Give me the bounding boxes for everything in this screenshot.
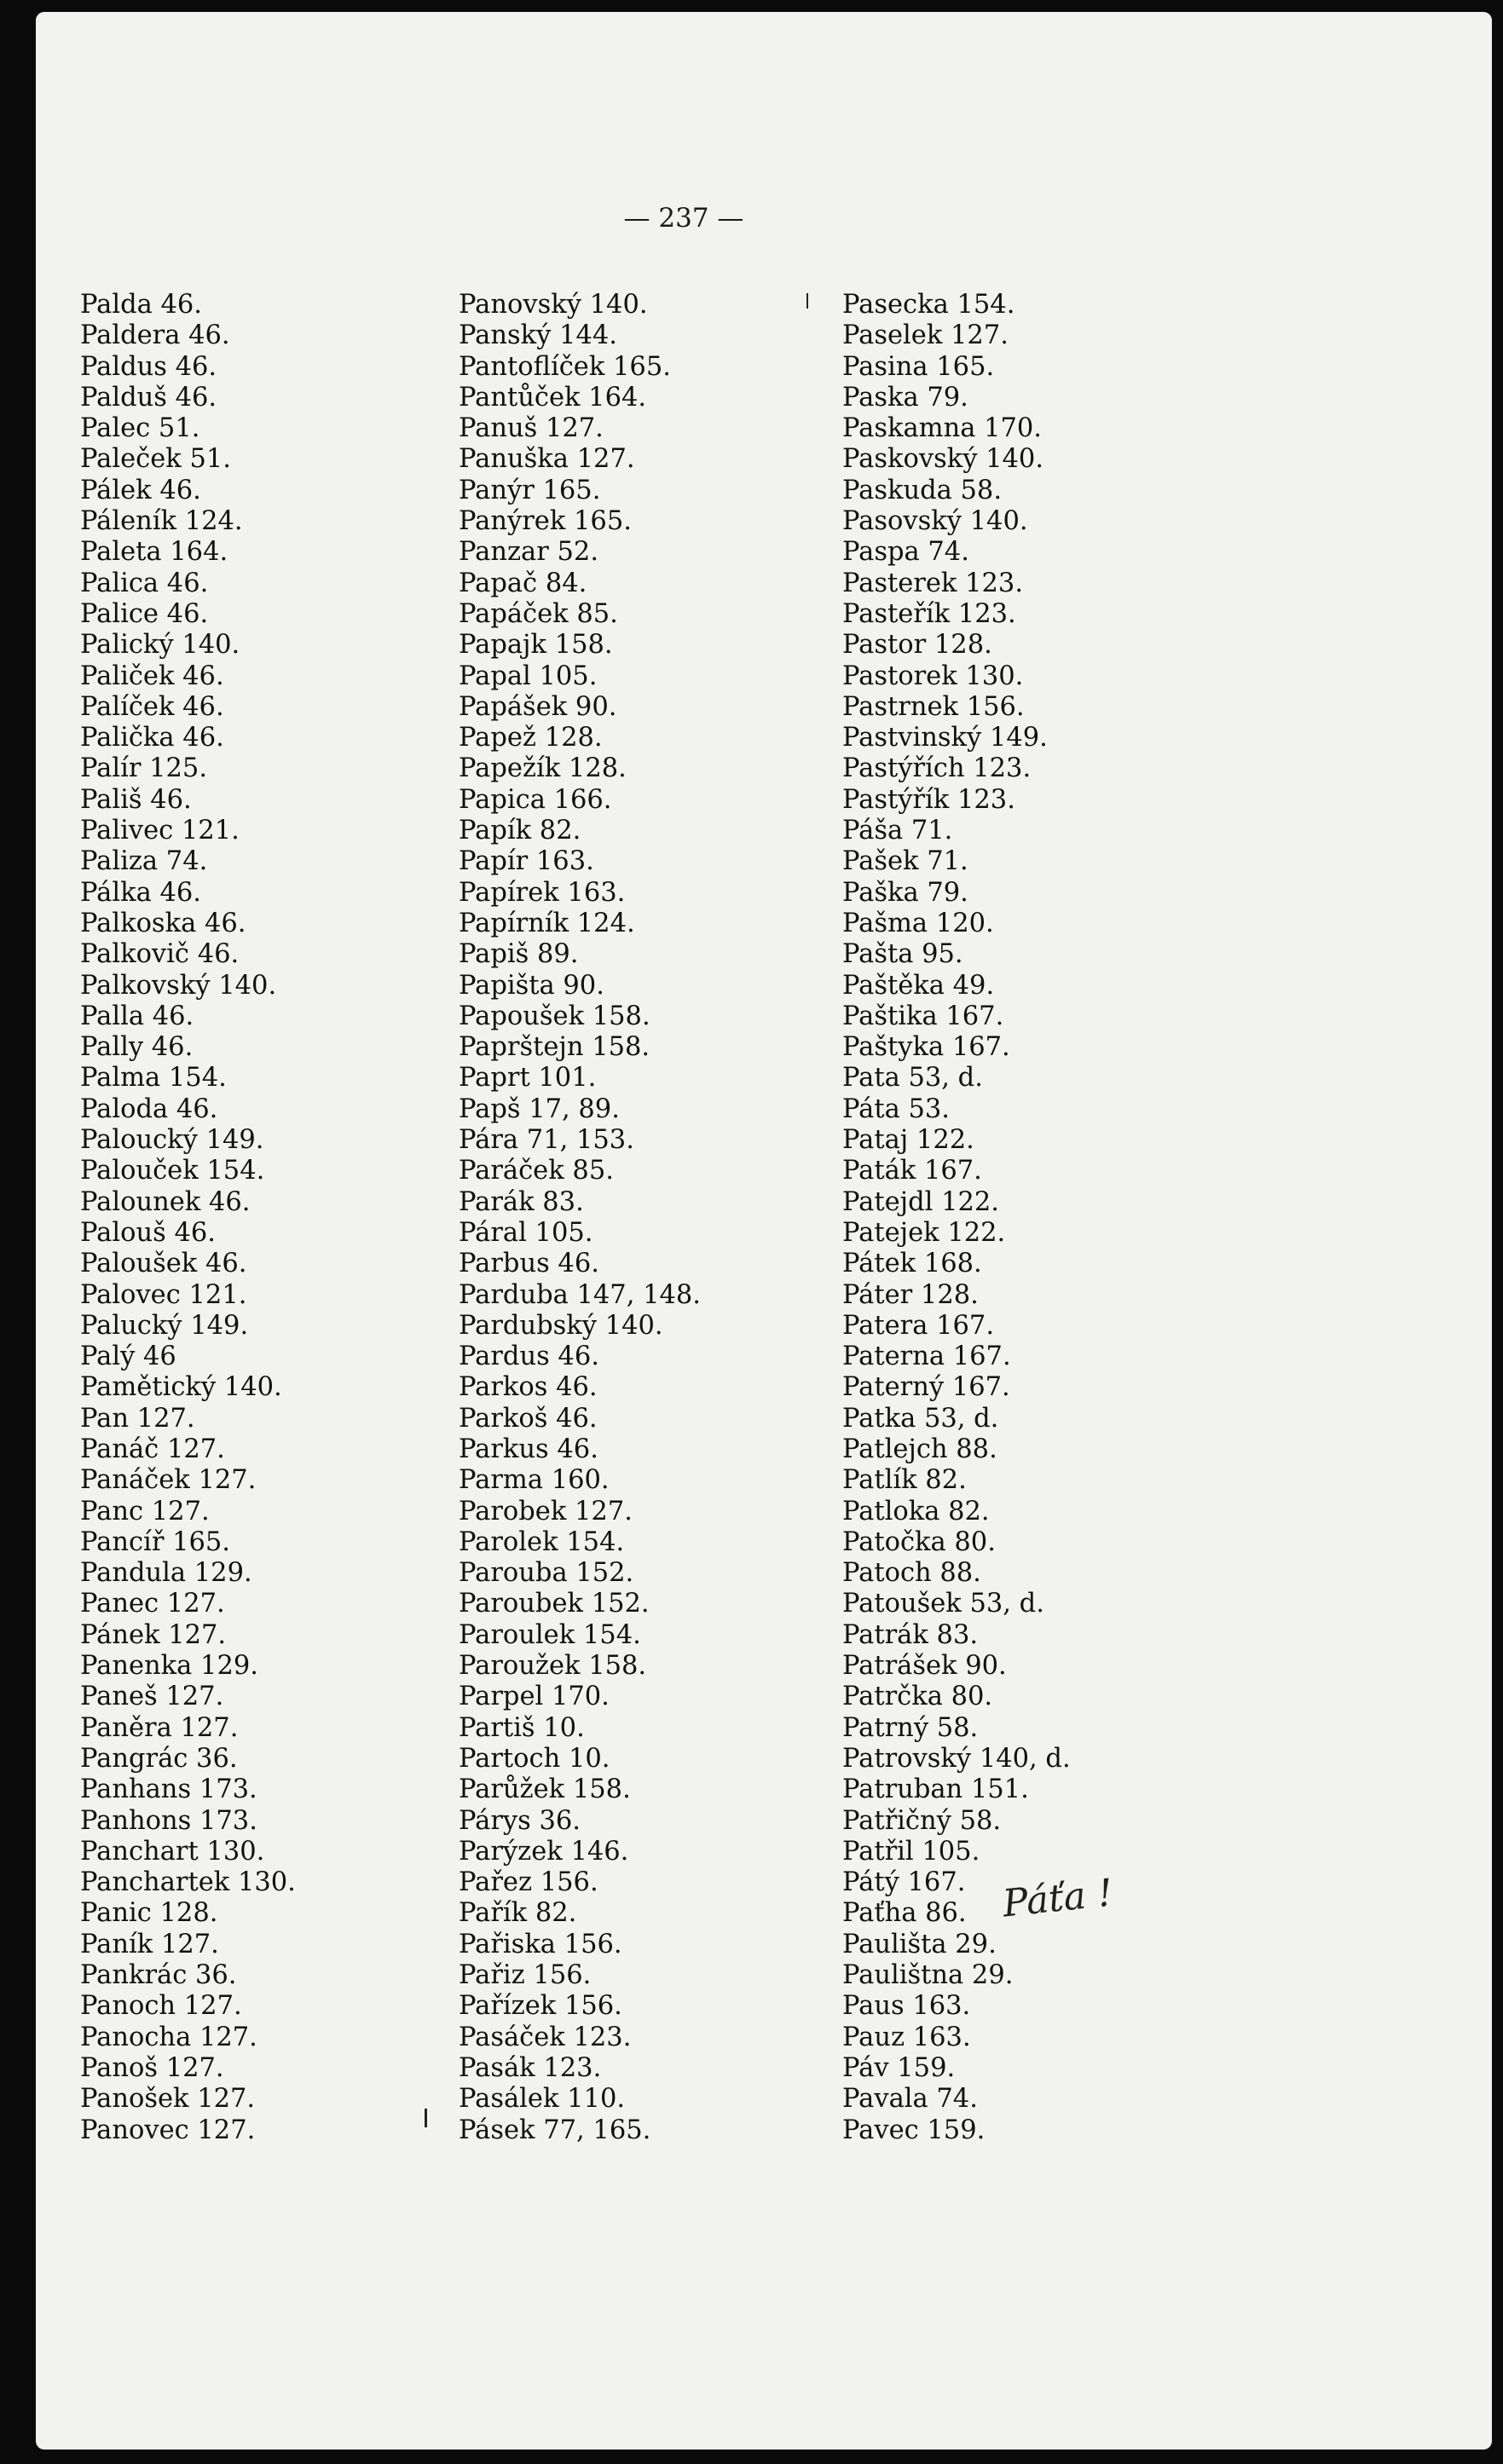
index-entry: Patlík 82. bbox=[842, 1465, 967, 1496]
index-entry: Paldus 46. bbox=[80, 351, 217, 382]
index-entry: Parduba 147, 148. bbox=[459, 1279, 702, 1310]
index-entry: Paroužek 158. bbox=[459, 1651, 647, 1682]
index-entry: Papš 17, 89. bbox=[459, 1094, 620, 1124]
index-entry: Panuš 127. bbox=[459, 413, 604, 444]
index-entry: Pasecka 154. bbox=[842, 290, 1015, 320]
index-entry: Pastrnek 156. bbox=[842, 691, 1025, 722]
index-entry: Patruban 151. bbox=[842, 1774, 1029, 1805]
index-entry: Paštika 167. bbox=[842, 1001, 1004, 1031]
index-entry: Panovský 140. bbox=[459, 290, 648, 320]
index-entry: Parobek 127. bbox=[459, 1496, 633, 1526]
index-entry: Panýr 165. bbox=[459, 475, 601, 505]
index-entry: Pašta 95. bbox=[842, 939, 963, 970]
index-entry: Pataj 122. bbox=[842, 1125, 974, 1156]
document-page bbox=[36, 12, 1492, 2450]
index-entry: Paliza 74. bbox=[80, 846, 208, 877]
index-entry: Parolek 154. bbox=[459, 1526, 625, 1557]
index-entry: Páleník 124. bbox=[80, 506, 243, 537]
index-entry: Pavala 74. bbox=[842, 2084, 978, 2115]
index-entry: Papír 163. bbox=[459, 846, 594, 877]
index-entry: Paták 167. bbox=[842, 1156, 982, 1186]
index-entry: Paskuda 58. bbox=[842, 475, 1003, 505]
index-entry: Patrčka 80. bbox=[842, 1682, 993, 1712]
index-entry: Paloušek 46. bbox=[80, 1249, 247, 1279]
index-entry: Parkoš 46. bbox=[459, 1403, 598, 1434]
index-entry: Parák 83. bbox=[459, 1186, 584, 1217]
index-entry: Patrák 83. bbox=[842, 1619, 979, 1650]
index-entry: Páral 105. bbox=[459, 1217, 593, 1248]
index-entry: Pasálek 110. bbox=[459, 2084, 626, 2115]
index-entry: Pandula 129. bbox=[80, 1558, 252, 1589]
index-entry: Papášek 90. bbox=[459, 691, 617, 722]
index-entry: Paška 79. bbox=[842, 877, 968, 908]
index-entry: Panocha 127. bbox=[80, 2022, 257, 2052]
index-entry: Papežík 128. bbox=[459, 753, 627, 784]
index-entry: Patoch 88. bbox=[842, 1558, 981, 1589]
index-entry: Papišta 90. bbox=[459, 970, 604, 1001]
index-entry: Patlejch 88. bbox=[842, 1434, 997, 1464]
index-entry: Parkus 46. bbox=[459, 1434, 598, 1464]
index-entry: Palkovský 140. bbox=[80, 970, 277, 1001]
index-entry: Pařík 82. bbox=[459, 1898, 577, 1929]
index-entry: Paštěka 49. bbox=[842, 970, 995, 1001]
index-entry: Paleček 51. bbox=[80, 444, 231, 475]
handwritten-note: Páťa ! bbox=[1000, 1871, 1115, 1926]
index-entry: Panýrek 165. bbox=[459, 506, 632, 537]
index-entry: Parůžek 158. bbox=[459, 1774, 631, 1805]
index-entry: Palička 46. bbox=[80, 723, 224, 753]
index-entry: Patrovský 140, d. bbox=[842, 1743, 1071, 1774]
index-entry: Páta 53. bbox=[842, 1094, 950, 1124]
index-entry: Palma 154. bbox=[80, 1063, 227, 1094]
index-entry: Parpel 170. bbox=[459, 1682, 610, 1712]
index-entry: Palec 51. bbox=[80, 413, 200, 444]
index-entry: Panic 128. bbox=[80, 1898, 218, 1929]
index-entry: Parbus 46. bbox=[459, 1249, 599, 1279]
index-entry: Papírník 124. bbox=[459, 908, 635, 938]
index-entry: Patřičný 58. bbox=[842, 1805, 1002, 1836]
index-entry: Pašma 120. bbox=[842, 908, 994, 938]
index-entry: Páter 128. bbox=[842, 1279, 979, 1310]
index-entry: Pařízek 156. bbox=[459, 1991, 622, 2022]
index-entry: Pantůček 164. bbox=[459, 382, 647, 413]
index-entry: Patrný 58. bbox=[842, 1712, 979, 1743]
index-entry: Pališ 46. bbox=[80, 784, 192, 815]
index-entry: Paterna 167. bbox=[842, 1342, 1011, 1372]
index-entry: Palíček 46. bbox=[80, 691, 224, 722]
index-entry: Patřil 105. bbox=[842, 1836, 980, 1867]
index-entry: Papoušek 158. bbox=[459, 1001, 650, 1031]
index-entry: Patočka 80. bbox=[842, 1526, 996, 1557]
index-entry: Pardus 46. bbox=[459, 1342, 599, 1372]
index-entry: Paráček 85. bbox=[459, 1156, 614, 1186]
index-entry: Pasovský 140. bbox=[842, 506, 1028, 537]
index-entry: Panzar 52. bbox=[459, 537, 599, 568]
column-margin-mark bbox=[425, 2109, 427, 2127]
index-entry: Parkos 46. bbox=[459, 1372, 598, 1403]
index-entry: Panchart 130. bbox=[80, 1836, 265, 1867]
index-entry: Panáček 127. bbox=[80, 1465, 257, 1496]
index-entry: Palda 46. bbox=[80, 290, 202, 320]
index-entry: Paloda 46. bbox=[80, 1094, 218, 1124]
index-entry: Pasteřík 123. bbox=[842, 598, 1016, 629]
index-entry: Pasák 123. bbox=[459, 2052, 602, 2083]
index-entry: Palla 46. bbox=[80, 1001, 194, 1031]
index-entry: Papáček 85. bbox=[459, 598, 618, 629]
index-entry: Patejdl 122. bbox=[842, 1186, 999, 1217]
index-entry: Paskovský 140. bbox=[842, 444, 1044, 475]
index-entry: Panc 127. bbox=[80, 1496, 210, 1526]
index-entry: Pára 71, 153. bbox=[459, 1125, 634, 1156]
index-entry: Papík 82. bbox=[459, 816, 581, 846]
index-entry: Palduš 46. bbox=[80, 382, 217, 413]
index-entry: Patloka 82. bbox=[842, 1496, 990, 1526]
index-entry: Pan 127. bbox=[80, 1403, 195, 1434]
index-entry: Panáč 127. bbox=[80, 1434, 225, 1464]
index-entry: Pastýřích 123. bbox=[842, 753, 1032, 784]
index-entry: Palucký 149. bbox=[80, 1310, 249, 1341]
index-entry: Panhans 173. bbox=[80, 1774, 257, 1805]
index-entry: Pata 53, d. bbox=[842, 1063, 983, 1094]
index-entry: Patoušek 53, d. bbox=[842, 1589, 1044, 1619]
index-entry: Pangrác 36. bbox=[80, 1743, 238, 1774]
index-entry: Palkoska 46. bbox=[80, 908, 246, 938]
index-entry: Panovec 127. bbox=[80, 2115, 256, 2145]
index-entry: Panoš 127. bbox=[80, 2052, 224, 2083]
index-entry: Patejek 122. bbox=[842, 1217, 1006, 1248]
index-entry: Papal 105. bbox=[459, 661, 598, 691]
index-entry: Palouček 154. bbox=[80, 1156, 265, 1186]
index-entry: Pašek 71. bbox=[842, 846, 968, 877]
index-entry: Papač 84. bbox=[459, 568, 587, 598]
index-entry: Patka 53, d. bbox=[842, 1403, 999, 1434]
index-entry: Pamětický 140. bbox=[80, 1372, 282, 1403]
index-entry: Pátý 167. bbox=[842, 1867, 966, 1898]
index-entry: Palivec 121. bbox=[80, 816, 240, 846]
index-entry: Páv 159. bbox=[842, 2052, 956, 2083]
index-entry: Panošek 127. bbox=[80, 2084, 256, 2115]
index-column-2 bbox=[459, 290, 701, 2146]
column-margin-mark bbox=[806, 293, 808, 309]
index-entry: Panchartek 130. bbox=[80, 1867, 296, 1898]
index-entry: Paulišta 29. bbox=[842, 1929, 997, 1959]
index-entry: Paliček 46. bbox=[80, 661, 224, 691]
index-entry: Palkovič 46. bbox=[80, 939, 240, 970]
index-entry: Patera 167. bbox=[842, 1310, 995, 1341]
page-number: — 237 — bbox=[623, 203, 744, 234]
index-entry: Palír 125. bbox=[80, 753, 208, 784]
index-entry: Pastor 128. bbox=[842, 630, 992, 661]
index-entry: Paštyka 167. bbox=[842, 1032, 1010, 1063]
index-entry: Palovec 121. bbox=[80, 1279, 247, 1310]
index-entry: Patrášek 90. bbox=[842, 1651, 1007, 1682]
index-entry: Paskamna 170. bbox=[842, 413, 1043, 444]
index-entry: Paloucký 149. bbox=[80, 1125, 264, 1156]
index-entry: Paroubek 152. bbox=[459, 1589, 650, 1619]
index-entry: Parma 160. bbox=[459, 1465, 610, 1496]
index-entry: Pastvinský 149. bbox=[842, 723, 1048, 753]
index-entry: Paneš 127. bbox=[80, 1682, 224, 1712]
index-entry: Paprt 101. bbox=[459, 1063, 597, 1094]
index-entry: Partoch 10. bbox=[459, 1743, 610, 1774]
index-entry: Paroulek 154. bbox=[459, 1619, 641, 1650]
index-entry: Pasina 165. bbox=[842, 351, 995, 382]
index-entry: Pankrác 36. bbox=[80, 1960, 237, 1991]
index-entry: Papiš 89. bbox=[459, 939, 579, 970]
index-entry: Parýzek 146. bbox=[459, 1836, 629, 1867]
index-entry: Paleta 164. bbox=[80, 537, 228, 568]
index-entry: Palounek 46. bbox=[80, 1186, 251, 1217]
index-entry: Paselek 127. bbox=[842, 320, 1009, 351]
index-entry: Palouš 46. bbox=[80, 1217, 216, 1248]
index-entry: Pálek 46. bbox=[80, 475, 201, 505]
index-entry: Pánek 127. bbox=[80, 1619, 227, 1650]
index-entry: Panuška 127. bbox=[459, 444, 635, 475]
index-entry: Pastorek 130. bbox=[842, 661, 1024, 691]
index-entry: Pařiz 156. bbox=[459, 1960, 592, 1991]
index-entry: Pally 46. bbox=[80, 1032, 194, 1063]
index-entry: Pardubský 140. bbox=[459, 1310, 663, 1341]
index-entry: Párys 36. bbox=[459, 1805, 581, 1836]
index-entry: Panský 144. bbox=[459, 320, 617, 351]
index-entry: Palý 46 bbox=[80, 1342, 176, 1372]
index-entry: Papajk 158. bbox=[459, 630, 613, 661]
index-entry: Paník 127. bbox=[80, 1929, 219, 1959]
index-entry: Palice 46. bbox=[80, 598, 209, 629]
index-entry: Palický 140. bbox=[80, 630, 240, 661]
index-column-1 bbox=[80, 290, 296, 2146]
index-column-3 bbox=[842, 290, 1071, 2146]
index-entry: Páša 71. bbox=[842, 816, 953, 846]
index-entry: Panoch 127. bbox=[80, 1991, 242, 2022]
index-entry: Paus 163. bbox=[842, 1991, 971, 2022]
index-entry: Paterný 167. bbox=[842, 1372, 1010, 1403]
index-entry: Pásek 77, 165. bbox=[459, 2115, 651, 2145]
index-entry: Pařiska 156. bbox=[459, 1929, 622, 1959]
index-entry: Papírek 163. bbox=[459, 877, 626, 908]
index-entry: Panenka 129. bbox=[80, 1651, 258, 1682]
index-entry: Paska 79. bbox=[842, 382, 968, 413]
index-entry: Pařez 156. bbox=[459, 1867, 598, 1898]
index-entry: Pálka 46. bbox=[80, 877, 201, 908]
index-entry: Papica 166. bbox=[459, 784, 612, 815]
index-entry: Papež 128. bbox=[459, 723, 603, 753]
index-entry: Pasterek 123. bbox=[842, 568, 1024, 598]
index-entry: Paspa 74. bbox=[842, 537, 969, 568]
index-entry: Pauz 163. bbox=[842, 2022, 971, 2052]
index-entry: Pavec 159. bbox=[842, 2115, 986, 2145]
index-entry: Parouba 152. bbox=[459, 1558, 634, 1589]
index-entry: Panec 127. bbox=[80, 1589, 225, 1619]
index-entry: Paprštejn 158. bbox=[459, 1032, 650, 1063]
index-entry: Paťha 86. bbox=[842, 1898, 967, 1929]
index-entry: Pancíř 165. bbox=[80, 1526, 231, 1557]
index-entry: Pátek 168. bbox=[842, 1249, 982, 1279]
index-entry: Paldera 46. bbox=[80, 320, 230, 351]
index-entry: Paulištna 29. bbox=[842, 1960, 1014, 1991]
index-entry: Palica 46. bbox=[80, 568, 209, 598]
index-entry: Partiš 10. bbox=[459, 1712, 585, 1743]
index-entry: Panhons 173. bbox=[80, 1805, 257, 1836]
index-entry: Pasáček 123. bbox=[459, 2022, 632, 2052]
index-entry: Pastýřík 123. bbox=[842, 784, 1015, 815]
index-entry: Pantoflíček 165. bbox=[459, 351, 671, 382]
index-entry: Paněra 127. bbox=[80, 1712, 239, 1743]
